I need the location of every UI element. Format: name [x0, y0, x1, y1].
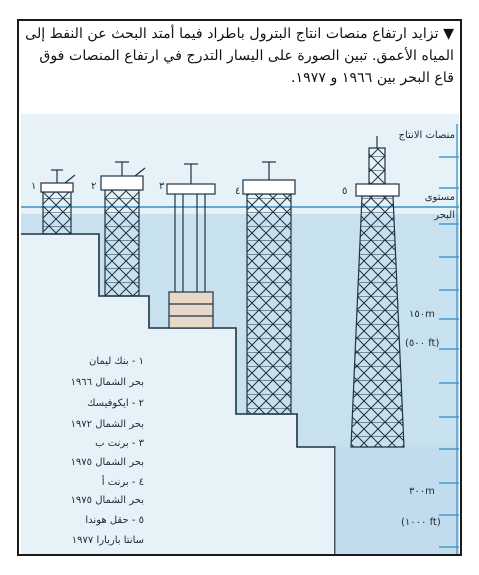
platform-number-5: ٥ [342, 186, 348, 197]
legend-line-10: سانتا باربارا ١٩٧٧ [71, 535, 144, 546]
platform-number-3: ٣ [159, 181, 165, 192]
scale-label-1000ft: (١٠٠٠ ft) [401, 517, 441, 528]
platform-2 [101, 162, 145, 296]
platform-number-1: ١ [31, 181, 37, 192]
platform-4 [243, 162, 295, 414]
platform-number-2: ٢ [91, 181, 97, 192]
sea-level-label-line1: مستوى [424, 192, 455, 203]
legend-line-9: ٥ - حقل هوندا [85, 515, 144, 526]
legend-line-1: ١ - بنك ليمان [89, 356, 144, 367]
figure-caption: ▼ تزايد ارتفاع منصات انتاج البترول باطراد فيما أمتد البحث عن النفط إلى المياه الأعمق. تبين الصورة على اليسار التدرج في ارتفاع المنصات فوق قاع البحر بين ١٩٦٦ و ١٩٧٧. [25, 26, 454, 86]
scale-label-300m: ٣٠٠m [409, 486, 435, 497]
platforms-diagram [21, 114, 459, 554]
platform-number-4: ٤ [235, 186, 241, 197]
legend-line-2: بحر الشمال ١٩٦٦ [70, 377, 144, 388]
figure-frame [17, 19, 462, 556]
diagram-title: منصات الانتاج [398, 130, 455, 141]
scale-label-500ft: (٥٠٠ ft) [405, 338, 440, 349]
legend-line-7: ٤ - برنت أ [101, 477, 144, 488]
legend-line-3: ٢ - ايكوفيسك [87, 398, 144, 409]
sea-level-label-line2: البحر [434, 210, 455, 221]
legend-line-5: ٣ - برنت ب [95, 438, 144, 449]
legend-line-6: بحر الشمال ١٩٧٥ [70, 457, 144, 468]
diagram-drawing [21, 114, 459, 554]
seabed-block [335, 447, 459, 554]
legend-line-8: بحر الشمال ١٩٧٥ [70, 495, 144, 506]
legend-line-4: بحر الشمال ١٩٧٢ [70, 419, 144, 430]
scale-label-150m: ١٥٠m [409, 309, 435, 320]
